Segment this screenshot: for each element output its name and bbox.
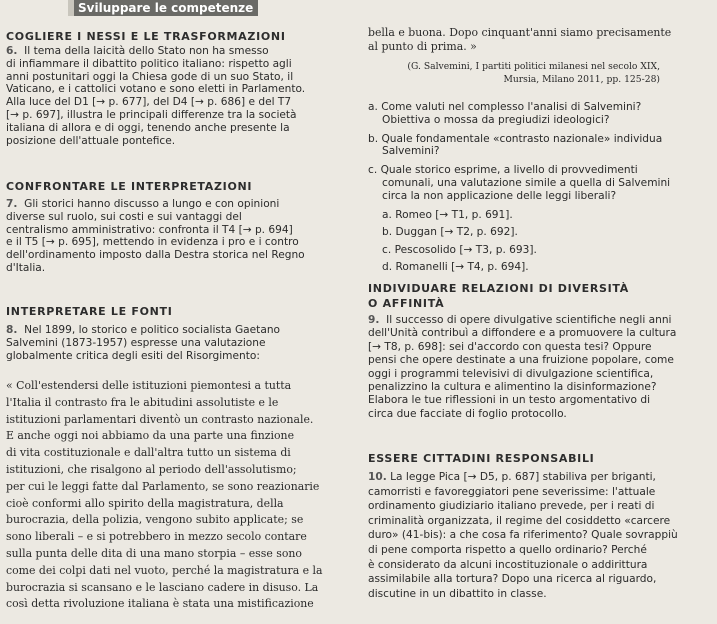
exercise-9-line-3: pensi che opere destinate a una fruizione popolare, come bbox=[368, 354, 674, 367]
question-c-line-2: circa la non applicazione delle leggi liberali? bbox=[382, 189, 617, 202]
heading-individuare-relazioni bbox=[368, 282, 629, 310]
question-c-line-0: c. Quale storico esprime, a livello di provvedimenti bbox=[368, 164, 638, 177]
question-list bbox=[368, 101, 712, 277]
question-a-line-1: Obiettiva o mossa da pregiudizi ideologici? bbox=[382, 113, 610, 126]
exercise-7-number: 7. bbox=[6, 198, 18, 210]
exercise-6-line-5: [→ p. 697], illustra le principali differenze tra la società bbox=[6, 108, 297, 121]
quote-line-3: E anche oggi noi abbiamo da una parte una finzione bbox=[6, 429, 295, 443]
exercise-9-number: 9. bbox=[368, 314, 380, 326]
option-c: c. Pescosolido [→ T3, p. 693]. bbox=[382, 243, 537, 256]
quote-line-8: burocrazia, della polizia, vengono subito applicate; se bbox=[6, 513, 304, 527]
quote-line-0: « Coll'estendersi delle istituzioni piemontesi a tutta bbox=[6, 379, 292, 392]
exercise-9 bbox=[368, 314, 712, 421]
heading-confrontare: CONFRONTARE LE INTERPRETAZIONI bbox=[6, 180, 253, 193]
answer-options bbox=[368, 207, 712, 277]
quote-line-6: per cui le leggi fatte dal Parlamento, se sono reazionarie bbox=[6, 479, 320, 493]
exercise-7 bbox=[6, 198, 358, 275]
exercise-9-line-6: Elabora le tue riflessioni in un testo argomentativo di bbox=[368, 394, 651, 407]
exercise-9-line-0: 9. Il successo di opere divulgative scientifiche negli anni bbox=[368, 314, 672, 326]
quote-line-10: sulla punta delle dita di una mano storpia – esse sono bbox=[6, 546, 302, 560]
section-banner bbox=[68, 0, 258, 16]
exercise-6-number: 6. bbox=[6, 45, 18, 57]
heading-individuare-line-0: INDIVIDUARE RELAZIONI DI DIVERSITÀ bbox=[368, 282, 629, 295]
quote-line-9: sono liberali – e si potrebbero in mezzo secolo contare bbox=[6, 530, 307, 544]
exercise-10-line-0: 10. La legge Pica [→ D5, p. 687] stabiliva per briganti, bbox=[368, 471, 656, 483]
exercise-10-line-6: è considerato da alcuni incostituzionale o addirittura bbox=[368, 558, 648, 571]
exercise-6 bbox=[6, 45, 358, 147]
exercise-9-line-2: [→ T8, p. 698]: sei d'accordo con questa tesi? Oppure bbox=[368, 340, 652, 353]
banner-marker bbox=[68, 0, 74, 16]
citation-line-0: (G. Salvemini, I partiti politici milanesi nel secolo XIX, bbox=[407, 61, 660, 72]
exercise-7-line-2: centralismo amministrativo: confronta il T4 [→ p. 694] bbox=[6, 223, 293, 236]
exercise-10-line-8: discutine in un dibattito in classe. bbox=[368, 587, 547, 600]
exercise-8-line-2: globalmente critica degli esiti del Risorgimento: bbox=[6, 349, 260, 362]
quote-line-7: cioè conformi allo spirito della magistratura, della bbox=[6, 496, 284, 510]
exercise-10-number: 10. bbox=[368, 471, 387, 483]
exercise-7-line-1: diverse sul ruolo, sui costi e sui vantaggi del bbox=[6, 210, 242, 223]
quote-line-1: l'Italia il contrasto fra le abitudini assolutiste e le bbox=[6, 395, 279, 409]
heading-interpretare-fonti: INTERPRETARE LE FONTI bbox=[6, 305, 173, 318]
exercise-9-line-5: penalizzino la cultura e alimentino la disinformazione? bbox=[368, 381, 657, 394]
quote-ending-line-0: bella e buona. Dopo cinquant'anni siamo precisamente bbox=[368, 26, 672, 39]
exercise-8-line-0: 8. Nel 1899, lo storico e politico socialista Gaetano bbox=[6, 324, 281, 336]
exercise-7-line-3: e il T5 [→ p. 695], mettendo in evidenza i pro e i contro bbox=[6, 236, 299, 249]
citation-line-1: Mursia, Milano 2011, pp. 125-28) bbox=[503, 74, 660, 85]
question-a bbox=[368, 101, 712, 127]
exercise-9-line-4: oggi i programmi televisivi di divulgazione scientifica, bbox=[368, 367, 654, 380]
quote-line-13: così detta rivoluzione italiana è stata una mistificazione bbox=[6, 597, 314, 611]
option-d: d. Romanelli [→ T4, p. 694]. bbox=[382, 261, 529, 274]
quote-citation bbox=[368, 60, 660, 86]
quote-ending bbox=[368, 26, 712, 54]
exercise-10 bbox=[368, 470, 712, 601]
question-c bbox=[368, 164, 712, 202]
heading-cittadini-responsabili: ESSERE CITTADINI RESPONSABILI bbox=[368, 452, 595, 465]
option-b: b. Duggan [→ T2, p. 692]. bbox=[382, 226, 518, 239]
question-b-line-1: Salvemini? bbox=[382, 145, 440, 158]
question-b-line-0: b. Quale fondamentale «contrasto nazionale» individua bbox=[368, 132, 663, 145]
exercise-6-line-7: posizione dell'attuale pontefice. bbox=[6, 134, 176, 147]
quote-line-4: di vita costituzionale e dall'altra tutto un sistema di bbox=[6, 446, 291, 460]
question-b bbox=[368, 133, 712, 159]
exercise-10-line-3: criminalità organizzata, il regime del cosiddetto «carcere bbox=[368, 514, 671, 527]
quote-ending-line-1: al punto di prima. » bbox=[368, 40, 477, 53]
quote-line-12: burocrazia si scansano e le lasciano cadere in disuso. La bbox=[6, 580, 319, 594]
question-a-line-0: a. Come valuti nel complesso l'analisi di Salvemini? bbox=[368, 101, 642, 113]
exercise-6-line-3: Vaticano, e i cattolici votano e sono eletti in Parlamento. bbox=[6, 83, 306, 96]
exercise-6-line-2: anni postunitari oggi la Chiesa gode di un suo Stato, il bbox=[6, 70, 294, 83]
question-c-line-1: comunali, una valutazione simile a quella di Salvemini bbox=[382, 176, 671, 189]
quote-line-5: istituzioni, che risalgono al periodo dell'assolutismo; bbox=[6, 462, 297, 476]
quote-line-11: come dei colpi dati nel vuoto, perché la magistratura e la bbox=[6, 563, 323, 577]
heading-individuare-line-1: O AFFINITÀ bbox=[368, 297, 445, 310]
exercise-9-line-1: dell'Unità contribuì a diffondere e a promuovere la cultura bbox=[368, 327, 677, 340]
exercise-10-line-4: duro» (41-bis): a che cosa fa riferimento? Quale sovrappiù bbox=[368, 529, 678, 542]
exercise-6-line-1: di infiammare il dibattito politico italiano: rispetto agli bbox=[6, 57, 292, 70]
heading-cogliere-nessi: COGLIERE I NESSI E LE TRASFORMAZIONI bbox=[6, 30, 286, 43]
exercise-7-line-4: dell'ordinamento imposto dalla Destra storica nel Regno bbox=[6, 249, 305, 262]
exercise-6-line-0: 6. Il tema della laicità dello Stato non ha smesso bbox=[6, 45, 269, 57]
exercise-6-line-4: Alla luce del D1 [→ p. 677], del D4 [→ p. 686] e del T7 bbox=[6, 96, 292, 109]
exercise-10-line-1: camorristi e favoreggiatori pene severissime: l'attuale bbox=[368, 485, 656, 498]
exercise-10-line-7: assimilabile alla tortura? Dopo una ricerca al riguardo, bbox=[368, 573, 657, 586]
exercise-8-intro bbox=[6, 324, 358, 362]
salvemini-quote bbox=[6, 378, 362, 613]
exercise-10-line-5: di pene comporta rispetto a quello ordinario? Perché bbox=[368, 543, 647, 556]
exercise-8-number: 8. bbox=[6, 324, 18, 336]
quote-line-2: istituzioni parlamentari diventò un contrasto nazionale. bbox=[6, 412, 314, 426]
exercise-7-line-0: 7. Gli storici hanno discusso a lungo e con opinioni bbox=[6, 198, 280, 210]
exercise-9-line-7: circa due facciate di foglio protocollo. bbox=[368, 407, 567, 420]
exercise-8-line-1: Salvemini (1873-1957) espresse una valutazione bbox=[6, 336, 266, 349]
exercise-6-line-6: italiana di allora e di oggi, tenendo anche presente la bbox=[6, 121, 290, 134]
section-banner-title: Sviluppare le competenze bbox=[78, 1, 254, 15]
exercise-10-line-2: ordinamento giudiziario italiano prevede, per i reati di bbox=[368, 500, 655, 513]
option-a: a. Romeo [→ T1, p. 691]. bbox=[382, 208, 513, 221]
exercise-7-line-5: d'Italia. bbox=[6, 261, 46, 274]
